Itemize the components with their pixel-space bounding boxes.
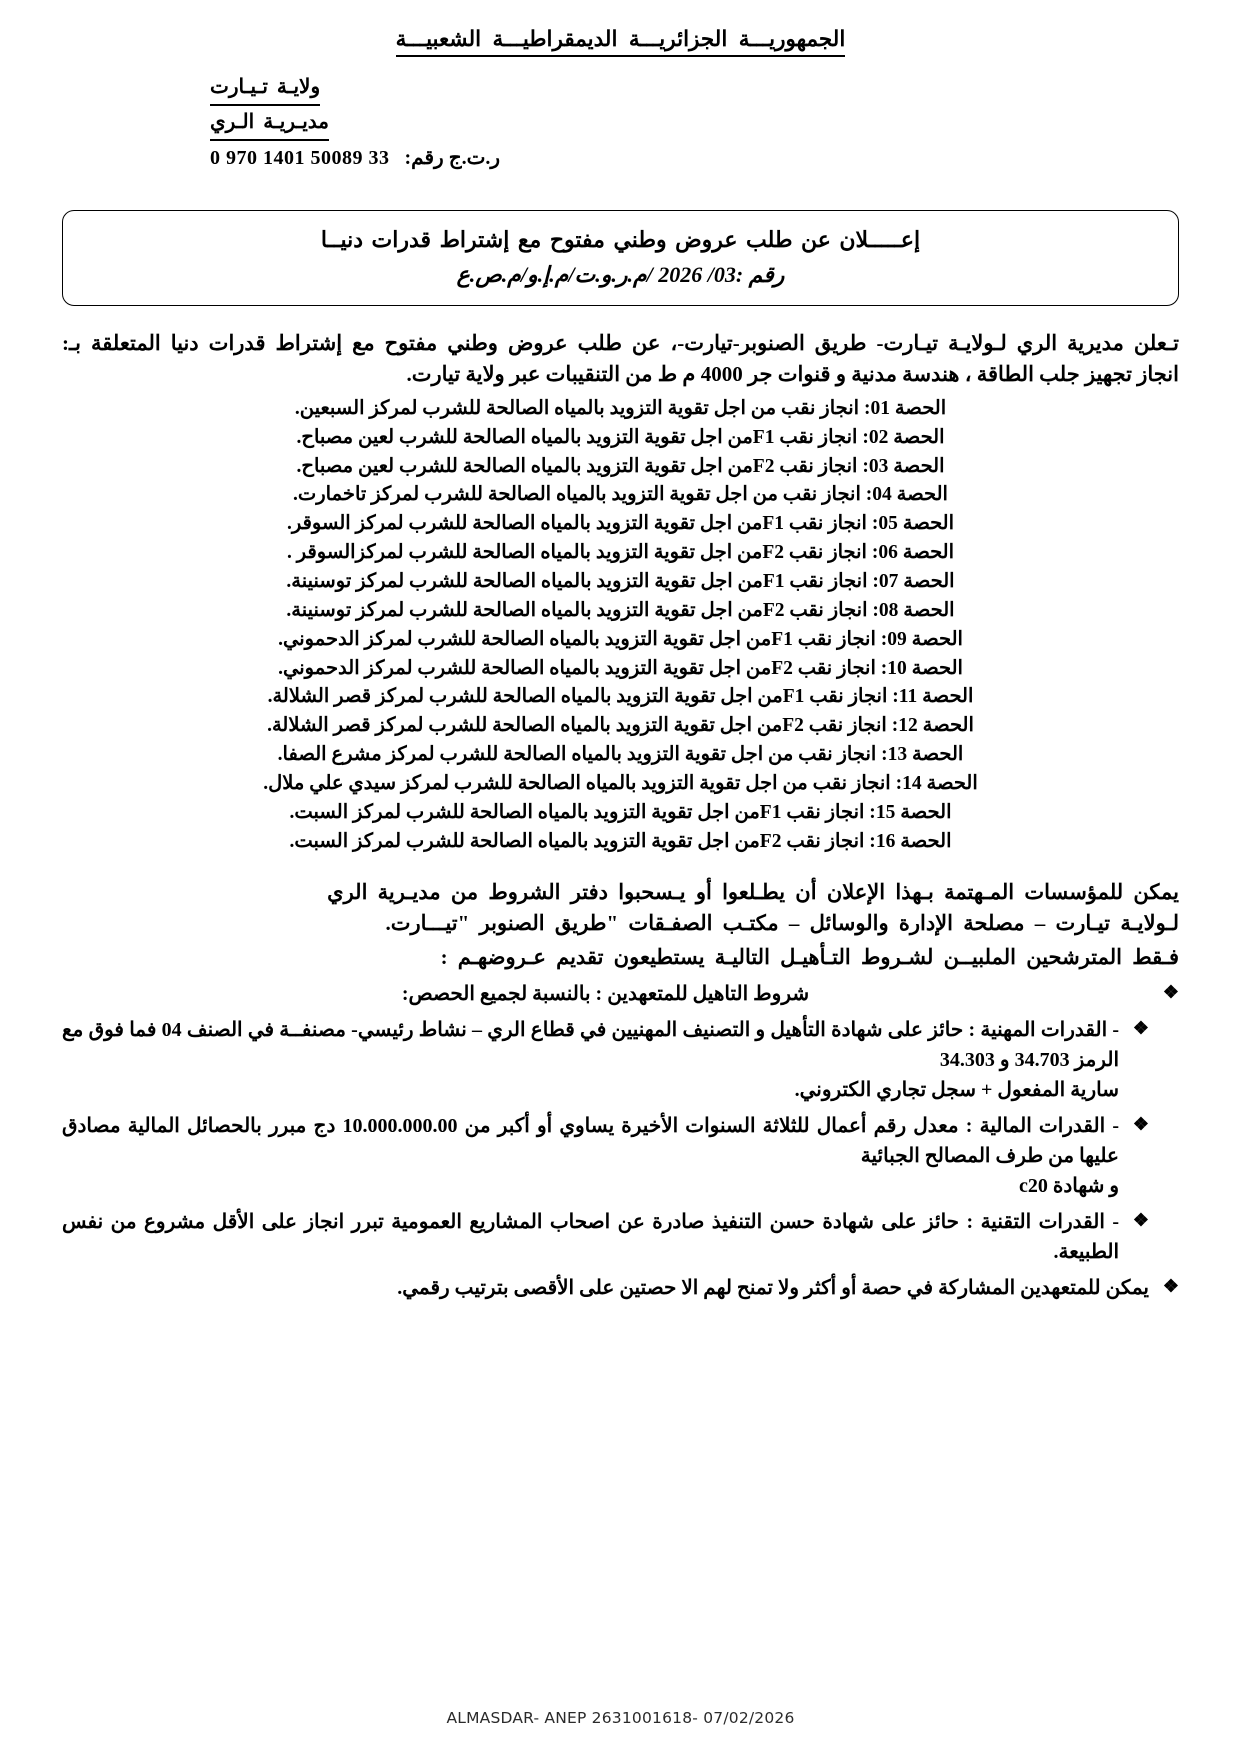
list-item [62,395,1179,424]
lot-number: 15 [875,801,896,823]
list-item [62,799,1179,828]
announcement-title: إعـــــلان عن طلب عروض وطني مفتوح مع إشتراط قدرات دنيــا [320,226,921,252]
footer-reference: ALMASDAR- ANEP 2631001618- 07/02/2026 [446,1709,795,1727]
list-item [62,712,1179,741]
lot-prefix: الحصة [900,830,952,852]
diamond-bullet-icon: ❖ [1162,982,1179,1003]
eligibility-intro-text: فـقط المترشحين الملبيــن لشـروط التـأهيـل التاليـة يستطيعون تقديم عـروضهـم : [440,944,1179,969]
list-item [62,1111,1179,1201]
lot-text: : انجاز نقب F1من اجل تقوية التزويد بالمياه الصالحة للشرب لعين مصباح. [296,426,869,448]
lot-text: : انجاز نقب F2من اجل تقوية التزويد بالمياه الصالحة للشرب لمركز توسنينة. [286,599,879,621]
list-item [62,424,1179,453]
lot-prefix: الحصة [896,484,948,506]
list-item [62,979,1179,1009]
lot-text: : انجاز نقب F1من اجل تقوية التزويد بالمياه الصالحة للشرب لمركز السوقر. [286,513,879,535]
list-item [62,1273,1179,1303]
technical-capacity-label: - القدرات التقنية : [966,1211,1120,1234]
registration-number-line [210,145,1179,170]
eligibility-intro [62,942,1179,974]
conditions-list [62,979,1179,1303]
professional-capacity-text-2: سارية المفعول + سجل تجاري الكتروني. [794,1079,1119,1102]
lot-number: 06 [878,542,898,564]
lot-prefix: الحصة [900,801,952,823]
list-item [62,626,1179,655]
lot-prefix: الحصة [893,426,945,448]
list-item [62,683,1179,712]
withdrawal-line-2: لـولايـة تيـارت – مصلحة الإدارة والوسائل – مكتـب الصفـقات "طريق الصنوبر "تيـــارت. [385,911,1179,936]
withdrawal-line-1: يمكن للمؤسسات المـهتمة بـهذا الإعلان أن يطـلعوا أو يـسحبوا دفتر الشروط من مديـرية الري [327,879,1179,904]
lot-number: 01 [870,397,890,419]
lot-prefix: الحصة [912,744,964,766]
lot-text: : انجاز نقب F2من اجل تقوية التزويد بالمياه الصالحة للشرب لمركزالسوقر . [286,542,879,564]
organisation-header-block [62,71,1179,170]
lot-text: : انجاز نقب من اجل تقوية التزويد بالمياه الصالحة للشرب لمركز السبعين. [294,397,871,419]
wilaya-line [210,71,1179,106]
lot-text: : انجاز نقب من اجل تقوية التزويد بالمياه الصالحة للشرب لمركز سيدي علي ملال. [263,773,903,795]
lot-number: 13 [887,744,908,766]
announcement-reference: رقم :03/ 2026 /م.ر.و.ت/م.إ.و/م.ص.ع [456,261,785,287]
list-item [62,770,1179,799]
technical-capacity-text: حائز على شهادة حسن التنفيذ صادرة عن اصحاب المشاريع العمومية تبرر انجاز على الأقل مشروع من نفس الطبيعة. [62,1211,1119,1264]
professional-capacity-label: - القدرات المهنية : [968,1019,1120,1042]
lot-text: : انجاز نقب F1من اجل تقوية التزويد بالمياه الصالحة للشرب لمركز قصر الشلالة. [267,686,899,708]
republic-header [62,26,1179,57]
financial-capacity-label: - القدرات المالية : [965,1115,1119,1138]
lot-number: 07 [878,571,899,593]
intro-subject: انجاز تجهيز جلب الطاقة ، هندسة مدنية و قنوات جر 4000 م ط من التنقيبات عبر ولاية تيارت. [406,362,1179,387]
lot-number: 16 [875,830,896,852]
republic-header-text: الجمهوريـــة الجزائريـــة الديمقراطيـــة الشعبيـــة [396,26,846,57]
lot-text: : انجاز نقب F1من اجل تقوية التزويد بالمياه الصالحة للشرب لمركز الدحموني. [278,628,888,650]
lot-text: : انجاز نقب F1من اجل تقوية التزويد بالمياه الصالحة للشرب لمركز توسنينة. [286,571,879,593]
condition-main-label: شروط التاهيل للمتعهدين : بالنسبة لجميع الحصص: [401,983,810,1006]
lot-text: : انجاز نقب F2من اجل تقوية التزويد بالمياه الصالحة للشرب لمركز السبت. [289,830,876,852]
lot-number: 04 [872,484,892,506]
intro-paragraph [62,328,1179,391]
withdrawal-paragraph [62,877,1179,940]
financial-capacity-text: معدل رقم أعمال للثلاثة السنوات الأخيرة يساوي أو أكبر من 10.000.000.00 دج مبرر بالحصائل المالية مصادق عليها من طرف المصالح الجبائية [62,1115,1119,1168]
list-item [62,481,1179,510]
list-item [62,597,1179,626]
registration-number-label: ر.ت.ج رقم: [404,146,501,169]
list-item [62,655,1179,684]
lot-number: 02 [868,426,889,448]
diamond-bullet-icon: ❖ [1132,1210,1149,1231]
diamond-bullet-icon: ❖ [1132,1018,1149,1039]
lot-prefix: الحصة [893,455,945,477]
list-item [62,741,1179,770]
list-item [62,453,1179,482]
directorate-label: مديـريـة الـري [210,106,329,141]
diamond-bullet-icon: ❖ [1132,1114,1149,1135]
list-item [62,1207,1179,1267]
list-item [62,1015,1179,1105]
lot-prefix: الحصة [903,571,955,593]
lot-number: 10 [887,657,907,679]
lot-number: 14 [902,773,922,795]
lot-prefix: الحصة [902,542,955,564]
lot-number: 03 [868,455,889,477]
directorate-line [210,106,1179,141]
lot-text: : انجاز نقب من اجل تقوية التزويد بالمياه الصالحة للشرب لمركز مشرع الصفا. [277,744,888,766]
lot-text: : انجاز نقب F2من اجل تقوية التزويد بالمياه الصالحة للشرب لمركز قصر الشلالة. [267,715,899,737]
announcement-title-box [62,210,1179,306]
list-item [62,510,1179,539]
lot-prefix: الحصة [911,628,963,650]
lot-text: : انجاز نقب F2من اجل تقوية التزويد بالمياه الصالحة للشرب لعين مصباح. [296,455,869,477]
lot-number: 09 [887,628,907,650]
diamond-bullet-icon: ❖ [1162,1276,1179,1297]
lot-number: 11 [898,686,918,708]
lot-prefix: الحصة [922,715,974,737]
lot-text: : انجاز نقب من اجل تقوية التزويد بالمياه الصالحة للشرب لمركز تاخمارت. [293,484,873,506]
lot-number: 12 [898,715,918,737]
lot-text: : انجاز نقب F2من اجل تقوية التزويد بالمياه الصالحة للشرب لمركز الدحموني. [278,657,888,679]
professional-capacity-text: حائز على شهادة التأهيل و التصنيف المهنيين في قطاع الري – نشاط رئيسي- مصنفــة في الصنف 04 فما فوق مع الرمز 34.703 و 34.303 [62,1019,1119,1072]
list-item [62,828,1179,857]
lot-prefix: الحصة [926,773,978,795]
lot-prefix: الحصة [922,686,974,708]
lot-number: 08 [878,599,899,621]
intro-text: تـعلن مديرية الري لـولايـة تيـارت- طريق الصنوبر-تيارت-، عن طلب عروض وطني مفتوح مع إشتراط قدرات دنيا المتعلقة بـ: [62,330,1179,355]
lot-prefix: الحصة [902,513,955,535]
lot-prefix: الحصة [903,599,955,621]
lot-text: : انجاز نقب F1من اجل تقوية التزويد بالمياه الصالحة للشرب لمركز السبت. [289,801,876,823]
list-item [62,539,1179,568]
lot-number: 05 [878,513,898,535]
financial-capacity-text-2: و شهادة c20 [1018,1175,1119,1198]
lot-prefix: الحصة [911,657,963,679]
lots-list [62,395,1179,857]
lot-prefix: الحصة [894,397,947,419]
wilaya-label: ولايـة تـيـارت [210,71,320,106]
registration-number-value: 0 970 1401 50089 33 [210,146,390,169]
list-item [62,568,1179,597]
participation-rule-text: يمكن للمتعهدين المشاركة في حصة أو أكثر ولا تمنح لهم الا حصتين على الأقصى بترتيب رقمي. [397,1277,1149,1300]
